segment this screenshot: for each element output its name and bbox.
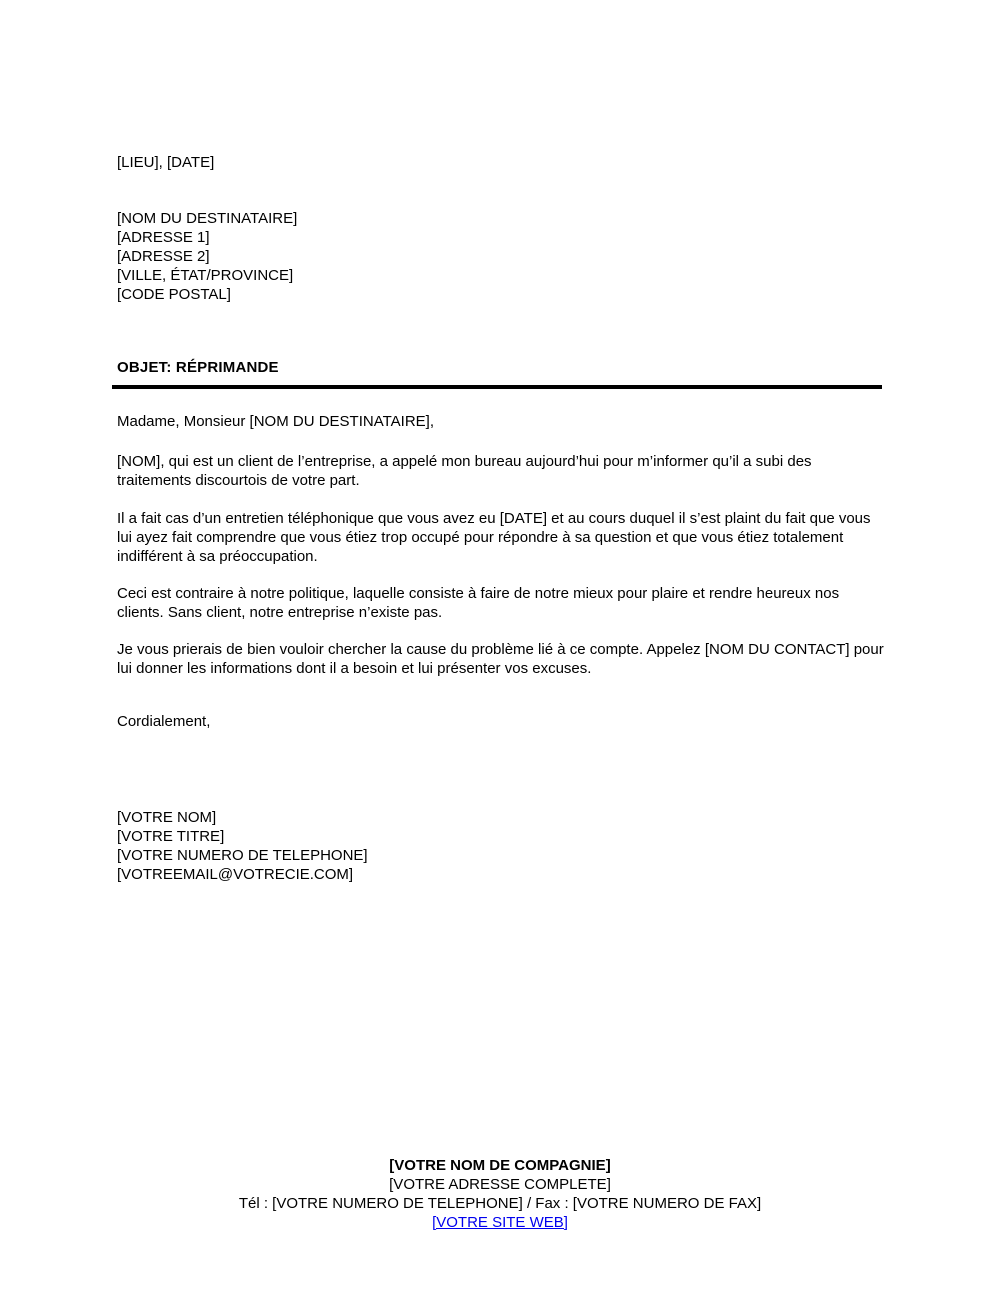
recipient-city-line: [VILLE, ÉTAT/PROVINCE] [117, 267, 294, 284]
signature-name-line: [VOTRE NOM] [117, 809, 217, 826]
signature-block [117, 808, 885, 884]
recipient-postal-line: [CODE POSTAL] [117, 286, 231, 303]
footer-company-name: [VOTRE NOM DE COMPAGNIE] [389, 1157, 611, 1174]
body-paragraph-3: Ceci est contraire à notre politique, laquelle consiste à faire de notre mieux pour plaire et rendre heureux nos clients. Sans client, notre entreprise n’existe pas. [117, 585, 840, 621]
body-paragraph-2: Il a fait cas d’un entretien téléphonique que vous avez eu [DATE] et au cours duquel il s’est plaint du fait que vous lui ayez fait comprendre que vous étiez trop occupé pour répondre à sa question et que vous étiez totalement indifférent à sa préoccupation. [117, 510, 871, 565]
closing-salutation: Cordialement, [117, 713, 211, 730]
footer-company-address: [VOTRE ADRESSE COMPLETE] [389, 1176, 611, 1193]
subject-divider-rule [112, 385, 882, 389]
signature-email-line: [VOTREEMAIL@VOTRECIE.COM] [117, 866, 354, 883]
footer-phone-fax: Tél : [VOTRE NUMERO DE TELEPHONE] / Fax : [VOTRE NUMERO DE FAX] [238, 1195, 762, 1212]
salutation: Madame, Monsieur [NOM DU DESTINATAIRE], [117, 413, 435, 430]
body-paragraph-4: Je vous prierais de bien vouloir chercher la cause du problème lié à ce compte. Appelez [NOM DU CONTACT] pour lui donner les informations dont il a besoin et lui présenter vos excuses. [117, 641, 884, 677]
company-footer [0, 1156, 1000, 1232]
body-paragraph-1: [NOM], qui est un client de l’entreprise, a appelé mon bureau aujourd’hui pour m’informer qu’il a subi des traitements discourtois de votre part. [117, 453, 812, 489]
signature-phone-line: [VOTRE NUMERO DE TELEPHONE] [117, 847, 368, 864]
recipient-name-line: [NOM DU DESTINATAIRE] [117, 210, 298, 227]
signature-title-line: [VOTRE TITRE] [117, 828, 225, 845]
subject-line: OBJET: RÉPRIMANDE [117, 359, 279, 376]
recipient-address-block [117, 209, 885, 304]
recipient-address1-line: [ADRESSE 1] [117, 229, 210, 246]
dateline: [LIEU], [DATE] [117, 154, 215, 171]
recipient-address2-line: [ADRESSE 2] [117, 248, 210, 265]
footer-website-link[interactable]: [VOTRE SITE WEB] [432, 1214, 568, 1231]
